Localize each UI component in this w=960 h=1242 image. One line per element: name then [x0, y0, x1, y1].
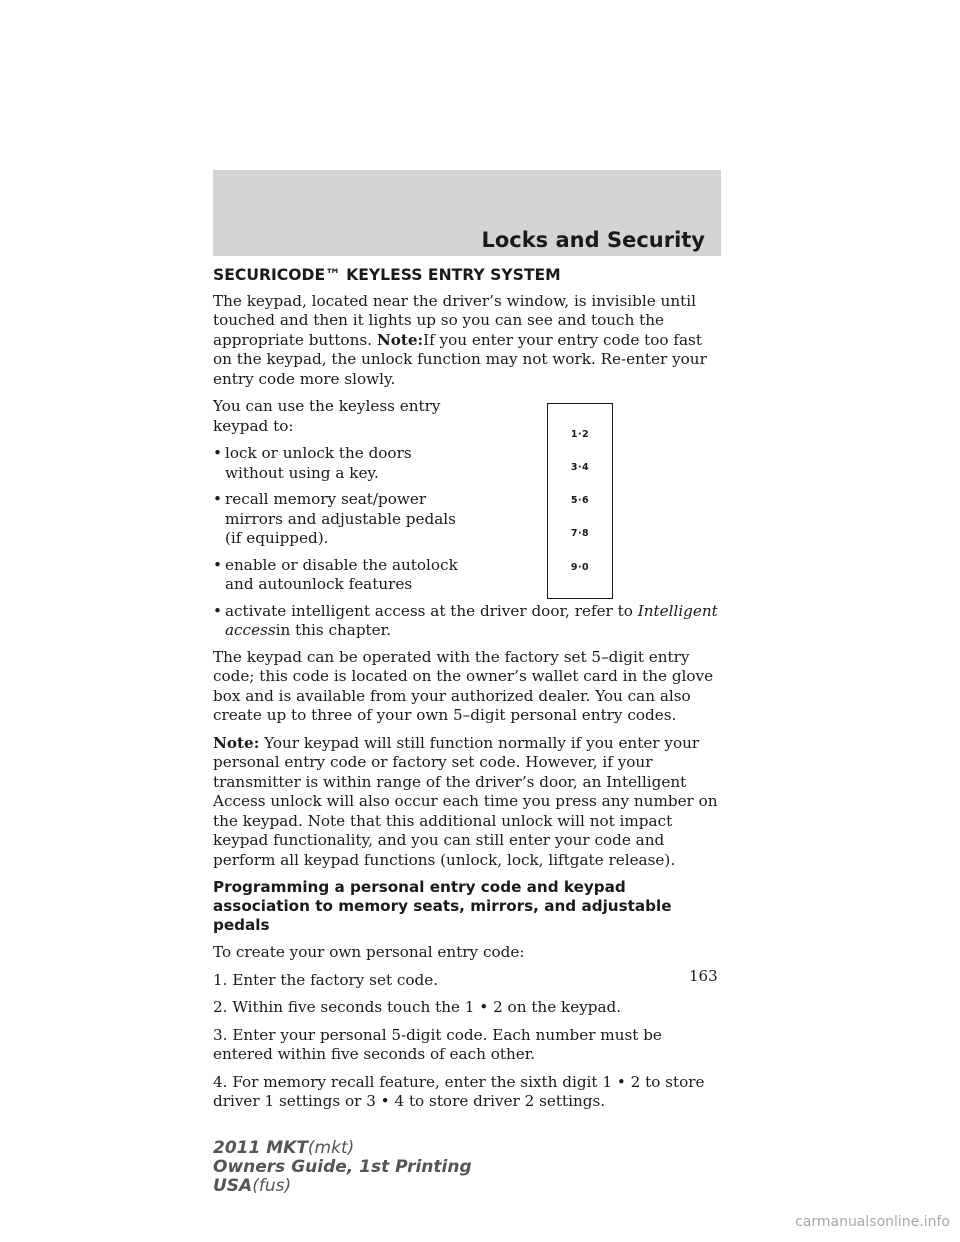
print-footer	[213, 1139, 472, 1196]
keypad-uses-intro: You can use the keyless entry keypad to:	[213, 397, 441, 435]
note-label: Note:	[376, 330, 424, 349]
list-item	[213, 556, 461, 595]
footer-model: 2011 MKT	[213, 1138, 308, 1158]
section-heading: SECURICODE™ KEYLESS ENTRY SYSTEM	[213, 266, 561, 284]
footer-model-code: (mkt)	[307, 1138, 355, 1158]
bullet-icon: •	[213, 601, 222, 620]
step-item: 3. Enter your personal 5-digit code. Each number must be entered within five seconds of each other.	[213, 1025, 662, 1063]
list-item-text: recall memory seat/power mirrors and adjustable pedals (if equipped).	[225, 490, 456, 547]
list-item	[213, 490, 461, 549]
bullet-icon: •	[213, 490, 222, 508]
list-item-post: in this chapter.	[275, 621, 392, 639]
programming-subheading: Programming a personal entry code and keypad association to memory seats, mirrors, and adjustable pedals	[213, 878, 672, 934]
list-item-text	[225, 602, 721, 641]
keypad-illustration	[547, 403, 613, 599]
keypad-key: 5·6	[570, 495, 590, 507]
list-item-text: enable or disable the autolock and autounlock features	[225, 555, 458, 593]
keypad-key: 7·8	[570, 528, 590, 540]
keypad-key: 1·2	[570, 428, 590, 440]
note-label: Note:	[213, 733, 260, 752]
section-title: Locks and Security	[481, 228, 705, 252]
page-number: 163	[689, 967, 718, 985]
footer-printing: Owners Guide, 1st Printing	[213, 1157, 472, 1177]
footer-line	[213, 1139, 472, 1158]
bullet-icon: •	[213, 444, 222, 462]
factory-code-paragraph: The keypad can be operated with the factory set 5–digit entry code; this code is located on the owner’s wallet card in the glove box and is available from your authorized dealer. You can also create up to three of your own 5–digit personal entry codes.	[213, 647, 714, 724]
footer-line	[213, 1158, 472, 1177]
footer-market-code: (fus)	[252, 1176, 292, 1196]
list-item	[213, 444, 461, 483]
list-item	[213, 602, 721, 641]
keypad-key: 9·0	[570, 561, 590, 573]
bullet-icon: •	[213, 555, 222, 574]
footer-line	[213, 1177, 472, 1196]
keypad-figure	[471, 403, 721, 599]
watermark: carmanualsonline.info	[795, 1214, 950, 1230]
keypad-key: 3·4	[570, 462, 590, 474]
step-item: 4. For memory recall feature, enter the sixth digit 1 • 2 to store driver 1 settings or 3 • 4 to store driver 2 settings.	[213, 1072, 705, 1110]
footer-market: USA	[213, 1176, 253, 1196]
intro-text: The keypad, located near the driver’s window, is invisible until touched and then it lights up so you can see and touch the appropriate buttons.	[213, 291, 696, 349]
cross-reference-link: Intelligent access	[225, 601, 718, 639]
intro-paragraph	[213, 292, 721, 390]
list-item-pre: activate intelligent access at the driver door, refer to	[225, 601, 633, 620]
section-header-band	[213, 170, 721, 256]
list-item-text: lock or unlock the doors without using a key.	[225, 444, 412, 482]
note-text: If you enter your entry code too fast on the keypad, the unlock function may not work. Re-enter your entry code more slowly.	[213, 330, 707, 388]
programming-intro: To create your own personal entry code:	[213, 943, 525, 961]
page-content	[213, 266, 721, 1120]
step-item: 2. Within five seconds touch the 1 • 2 on the keypad.	[213, 998, 622, 1016]
step-item: 1. Enter the factory set code.	[213, 970, 439, 989]
note-paragraph	[213, 734, 721, 871]
note-text: Your keypad will still function normally if you enter your personal entry code or factory set code. However, if your transmitter is within range of the driver’s door, an Intelligent Access unlock will also occur each time you press any number on the keypad. Note that this additional unlock will not impact keypad functionality, and you can still enter your code and perform all keypad functions (unlock, lock, liftgate release).	[213, 733, 718, 869]
